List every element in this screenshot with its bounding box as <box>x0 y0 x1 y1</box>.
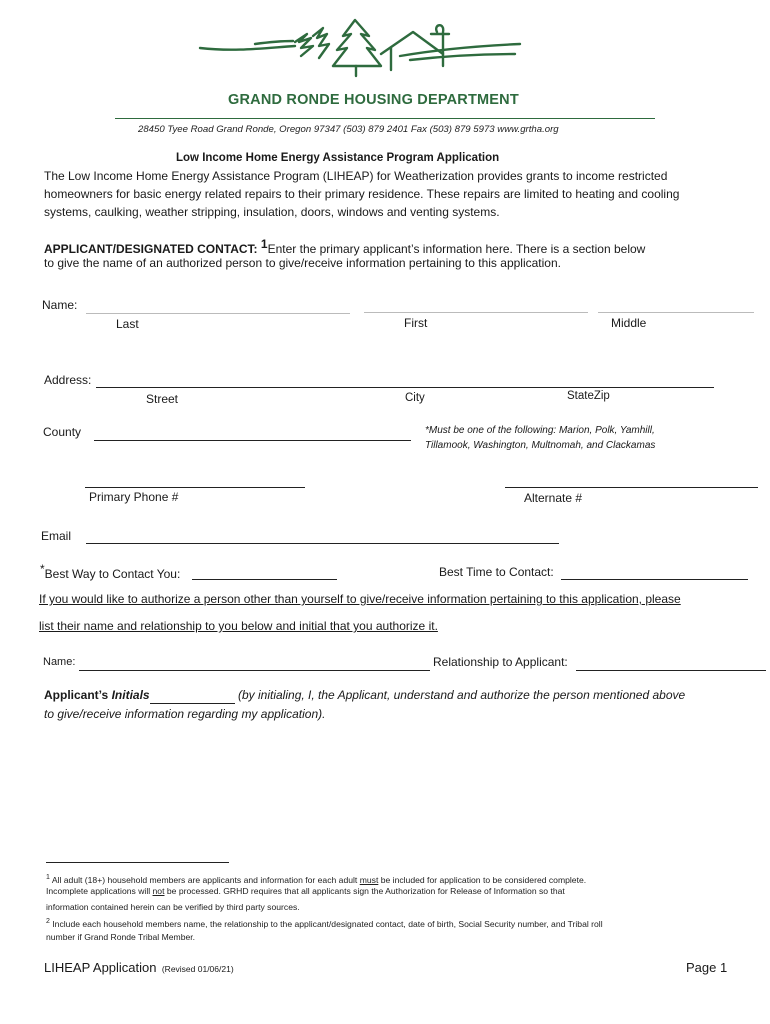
email-label: Email <box>41 529 72 543</box>
footnote-1-mark: 1 <box>46 874 50 881</box>
alternate-phone-field[interactable] <box>505 487 758 488</box>
street-label: Street <box>146 392 179 406</box>
authorized-name-label: Name: <box>43 656 76 668</box>
county-label: County <box>43 425 82 439</box>
applicant-heading: APPLICANT/DESIGNATED CONTACT: <box>44 242 258 256</box>
footnote-1-text-b: be included for application to be considered complete. <box>378 874 587 885</box>
footnote-1-line-2 <box>46 886 565 898</box>
best-way-row <box>40 562 180 581</box>
initials-label: Applicant’s <box>44 688 112 702</box>
housing-logo-icon <box>195 14 525 84</box>
intro-line-3: systems, caulking, weather stripping, insulation, doors, windows and venting systems. <box>44 205 500 219</box>
best-time-label: Best Time to Contact: <box>439 565 554 579</box>
org-name: GRAND RONDE HOUSING DEPARTMENT <box>228 92 519 108</box>
form-title: Low Income Home Energy Assistance Program Application <box>176 152 500 164</box>
footer-doc-name: LIHEAP Application <box>44 960 157 975</box>
alternate-label: Alternate # <box>524 491 583 505</box>
authorize-line-1 <box>39 592 681 606</box>
footnote-1-line2-b: be processed. GRHD requires that all applicants sign the Authorization for Release of Information so that <box>164 886 565 896</box>
city-label: City <box>405 392 425 404</box>
footer-doc-name-row <box>44 960 234 975</box>
address-field[interactable] <box>96 387 714 388</box>
primary-phone-label: Primary Phone # <box>89 490 179 504</box>
first-label: First <box>404 316 428 330</box>
initials-row <box>44 688 150 702</box>
footnote-1-text-a: All adult (18+) household members are applicants and information for each adult <box>49 874 360 885</box>
applicant-text-1: Enter the primary applicant’s information here. There is a section below <box>267 242 646 256</box>
letterhead-divider <box>115 118 655 119</box>
last-name-field[interactable] <box>86 313 350 314</box>
email-field[interactable] <box>86 543 559 544</box>
name-label: Name: <box>42 298 78 312</box>
applicant-text-2: to give the name of an authorized person to give/receive information pertaining to this application. <box>44 256 561 270</box>
footnote-1-not: not <box>152 886 165 896</box>
best-way-star: * <box>40 562 45 576</box>
footnote-ref-1: 1 <box>260 237 268 251</box>
best-way-label: Best Way to Contact You: <box>44 567 181 581</box>
initials-field[interactable] <box>150 703 235 704</box>
footnote-1-line-1 <box>46 873 586 886</box>
middle-label: Middle <box>611 316 647 330</box>
relationship-field[interactable] <box>576 670 766 671</box>
intro-line-2: homeowners for basic energy related repairs to their primary residence. These repairs are limited to heating and cooling <box>44 187 680 201</box>
initials-label-italic: Initials <box>111 688 150 702</box>
primary-phone-field[interactable] <box>85 487 305 488</box>
county-note-1: *Must be one of the following: Marion, Polk, Yamhill, <box>425 425 655 436</box>
last-label: Last <box>116 317 139 331</box>
relationship-label: Relationship to Applicant: <box>433 655 568 669</box>
first-name-field[interactable] <box>364 312 588 313</box>
footnote-2-line-1 <box>46 917 603 930</box>
footnote-2-line-2: number if Grand Ronde Tribal Member. <box>46 932 196 942</box>
authorize-line-1-text: If you would like to authorize a person other than yourself to give/receive information pertaining to this application, please <box>39 592 681 606</box>
footnote-1-line2-a: Incomplete applications will <box>46 886 153 896</box>
authorized-name-field[interactable] <box>79 670 430 671</box>
footnote-1-line-3: information contained herein can be verified by third party sources. <box>46 902 300 912</box>
initials-text-1: (by initialing, I, the Applicant, understand and authorize the person mentioned above <box>238 688 686 702</box>
letterhead-address: 28450 Tyee Road Grand Ronde, Oregon 97347 (503) 879 2401 Fax (503) 879 5973 www.grtha.org <box>138 124 559 135</box>
statezip-label: StateZip <box>567 390 610 402</box>
footnote-1-must: must <box>359 874 379 885</box>
authorize-line-2 <box>39 619 438 633</box>
best-way-field[interactable] <box>192 579 337 580</box>
footnote-divider <box>46 862 229 863</box>
intro-line-1: The Low Income Home Energy Assistance Program (LIHEAP) for Weatherization provides grants to income restricted <box>44 169 668 183</box>
footer-revised: (Revised 01/06/21) <box>161 964 234 974</box>
footnote-2-text: Include each household members name, the relationship to the applicant/designated contact, date of birth, Social Security number, and Tribal roll <box>49 918 603 929</box>
footnote-2-mark: 2 <box>46 918 50 925</box>
county-field[interactable] <box>94 440 411 441</box>
authorize-line-2-text: list their name and relationship to you below and initial that you authorize it. <box>39 619 438 633</box>
footer-page-number: Page 1 <box>686 960 728 975</box>
best-time-field[interactable] <box>561 579 748 580</box>
initials-text-2: to give/receive information regarding my application). <box>44 707 326 721</box>
middle-name-field[interactable] <box>598 312 754 313</box>
applicant-heading-row <box>44 237 645 256</box>
county-note-2: Tillamook, Washington, Multnomah, and Clackamas <box>425 440 656 451</box>
address-label: Address: <box>44 373 92 387</box>
